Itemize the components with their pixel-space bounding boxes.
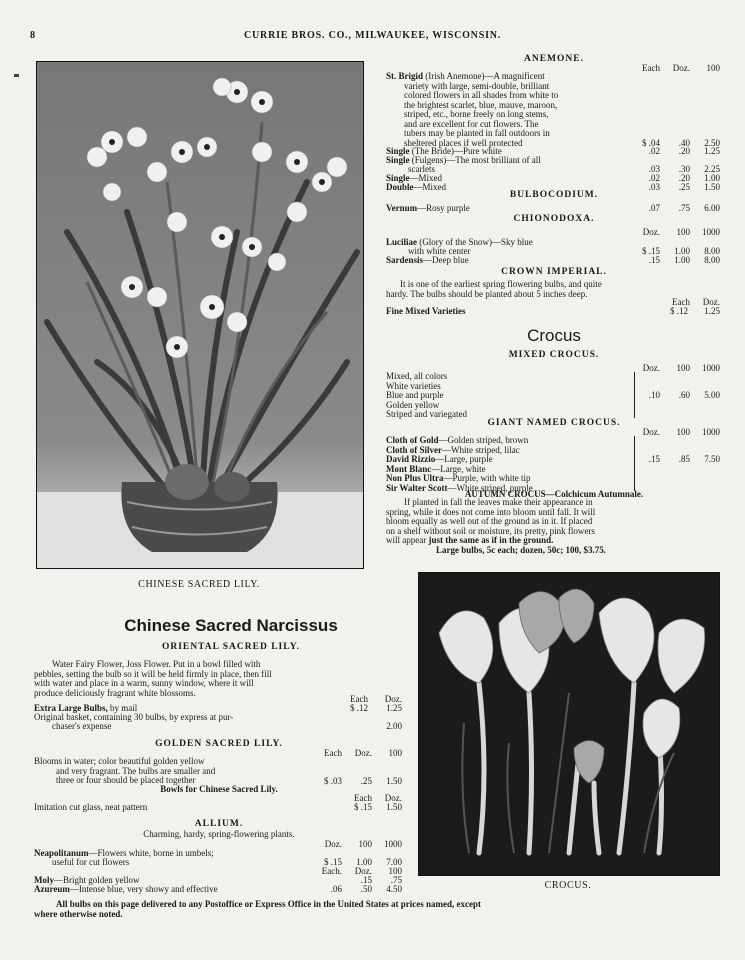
price-doz: 1.25 [386, 703, 402, 713]
item-desc: by mail [107, 703, 138, 713]
price-each: $ .12 [670, 306, 688, 316]
price-doz: .20 [678, 173, 690, 183]
price-doz: .25 [678, 182, 690, 192]
col-header: Each [350, 694, 368, 704]
price-each: .06 [330, 884, 342, 894]
item-desc: —Intense blue, very showy and effective [69, 884, 218, 894]
col-header: Doz. [672, 63, 690, 73]
item-name: Cloth of Silver [386, 444, 442, 455]
item-name: Sardensis [386, 255, 424, 265]
col-header: Doz. [642, 363, 660, 373]
giant-crocus-prices [386, 454, 722, 464]
col-header: 1000 [702, 427, 720, 437]
item-desc: Original basket, containing 30 bulbs, by express at pur- [34, 712, 234, 722]
narcissus-title: Chinese Sacred Narcissus [124, 616, 338, 635]
lily-caption: CHINESE SACRED LILY. [138, 579, 260, 590]
price-doz: .75 [678, 203, 690, 213]
item-desc: —Mixed [409, 173, 443, 183]
item-desc: chaser's expense [52, 721, 112, 731]
list-item: Mixed, all colors [386, 371, 448, 381]
desc-line: bloom equally as well out of the ground as in it. If placed [386, 516, 593, 526]
col-header: Doz. [324, 839, 342, 849]
price-doz: .40 [678, 138, 690, 148]
col-header: Each [642, 63, 660, 73]
desc-line: produce deliciously fragrant white blossoms. [34, 687, 196, 698]
desc-line: with water and place in a warm, sunny window, where it will [34, 678, 254, 688]
allium-description: Charming, hardy, spring-flowering plants. [143, 829, 295, 839]
golden-heading: GOLDEN SACRED LILY. [155, 739, 283, 749]
price-each: .03 [648, 182, 660, 192]
col-header: 100 [676, 427, 690, 437]
desc-line: spring, while it does not come into bloom until fall. It will [386, 506, 596, 517]
price-doz: .10 [648, 390, 660, 400]
price-each: $ .12 [350, 703, 368, 713]
price-doz: .20 [678, 146, 690, 156]
item-name: Luciliae [386, 237, 417, 247]
item-desc: —Deep blue [423, 255, 469, 265]
price-100: .75 [390, 875, 402, 885]
col-header: 1000 [384, 839, 402, 849]
col-header: 100 [676, 363, 690, 373]
header-title: CURRIE BROS. CO., MILWAUKEE, WISCONSIN. [244, 30, 502, 41]
item-desc: —Flowers white, borne in umbels; [88, 848, 214, 858]
item-name: Vernum [386, 203, 418, 213]
col-header: 100 [388, 866, 402, 876]
desc-line: the brightest scarlet, blue, mauve, maroon, [404, 99, 558, 110]
item-name: Single [386, 155, 410, 165]
brigid-name: St. Brigid [386, 71, 424, 81]
desc-line: and very fragrant. The bulbs are smaller and [56, 765, 216, 776]
desc-line: on a shelf without soil or moisture, its pretty, pink flowers [386, 525, 595, 536]
azureum-row [34, 884, 404, 894]
crocus-photo [418, 572, 720, 876]
brigid-description [386, 72, 638, 148]
narcissus-subheading: ORIENTAL SACRED LILY. [161, 642, 301, 652]
price-100: 1.00 [356, 857, 372, 867]
list-item: Golden yellow [386, 399, 440, 410]
price-1000: 5.00 [704, 390, 720, 400]
price-each: .03 [648, 164, 660, 174]
col-header: Doz. [354, 748, 372, 758]
col-header: Each. [321, 866, 342, 876]
narcissus-basket-row-2 [34, 721, 404, 731]
autumn-crocus-description [386, 498, 722, 546]
allium-heading: ALLIUM. [194, 819, 244, 829]
item-name: Single [386, 173, 410, 183]
autumn-crocus-price-line: Large bulbs, 5c each; dozen, 50c; 100, $3.75. [436, 545, 606, 555]
mixed-crocus-prices [386, 390, 722, 400]
price-100: .60 [678, 390, 690, 400]
item-desc: useful for cut flowers [52, 857, 130, 867]
desc-line: striped, etc., borne freely on long stems, [404, 109, 549, 119]
desc-line: tubers may be planted in fall outdoors in [404, 128, 550, 138]
col-header: Doz. [384, 694, 402, 704]
price-doz: 1.25 [704, 306, 720, 316]
chionodoxa-heading: CHIONODOXA. [513, 214, 595, 224]
price-100: 1.00 [704, 173, 720, 183]
price-doz: 1.50 [386, 802, 402, 812]
price-each: $ .15 [354, 802, 372, 812]
item-desc: —White striped, lilac [442, 444, 520, 455]
col-header: Each [324, 748, 342, 758]
price-each: .07 [648, 203, 660, 213]
desc-line: and are excellent for cut flowers. The [404, 118, 539, 129]
item-name: Sir Walter Scott [386, 482, 448, 493]
lily-illustration [37, 62, 363, 568]
item-name: Extra Large Bulbs, [34, 703, 108, 713]
desc-line: three or four should be placed together [56, 775, 196, 785]
item-name: Non Plus Ultra [386, 473, 444, 483]
col-header: Doz. [642, 427, 660, 437]
col-header: Each [354, 793, 372, 803]
item-desc: —Rosy purple [417, 203, 470, 213]
giant-crocus-heading: GIANT NAMED CROCUS. [487, 418, 621, 428]
item-name: Single [386, 146, 410, 156]
giant-crocus-list [386, 436, 636, 493]
price-doz: .15 [648, 255, 660, 265]
item-desc: —Bright golden yellow [54, 875, 140, 885]
narcissus-description [34, 660, 402, 698]
desc-line: sheltered places if well protected [404, 137, 523, 148]
crocus-title: Crocus [527, 326, 581, 345]
desc-line: If planted in fall the leaves make their appearance in [404, 497, 593, 507]
page-header [0, 30, 745, 44]
crown-imperial-row [386, 306, 722, 316]
price-1000: 7.50 [704, 454, 720, 464]
price-100: 4.50 [386, 884, 402, 894]
item-name: Double [386, 182, 414, 192]
crocus-illustration [419, 573, 719, 875]
crocus-caption: CROCUS. [544, 880, 592, 891]
price-each: $ .03 [324, 776, 342, 786]
bulbocodium-heading: BULBOCODIUM. [509, 190, 599, 200]
col-header: Doz. [354, 866, 372, 876]
col-header: 100 [388, 748, 402, 758]
price-doz: .50 [360, 884, 372, 894]
desc-line: colored flowers in all shades from white to [404, 90, 559, 100]
crown-imperial-heading: CROWN IMPERIAL. [501, 267, 607, 277]
item-desc: —Large, white [431, 463, 486, 474]
price-each: .02 [648, 173, 660, 183]
bowls-heading: Bowls for Chinese Sacred Lily. [160, 784, 278, 794]
desc-line: pebbles, setting the bulb so it will be held firmly in place, then fill [34, 668, 272, 679]
price-100: 6.00 [704, 203, 720, 213]
desc-line: variety with large, semi-double, brilliant [404, 80, 550, 91]
desc-line: (Irish Anemone)—A magnificent [425, 71, 545, 81]
item-desc: —Large, purple [435, 454, 493, 464]
item-desc: with white center [408, 246, 471, 256]
desc-text: will appear [386, 535, 427, 545]
price-doz: $ .15 [642, 246, 660, 256]
price-doz: 2.00 [386, 721, 402, 731]
sardensis-row [386, 255, 722, 265]
item-name: Fine Mixed Varieties [386, 306, 466, 316]
price-doz: .15 [648, 454, 660, 464]
lily-photo [36, 61, 364, 569]
list-item: Blue and purple [386, 390, 444, 400]
price-doz: .30 [678, 164, 690, 174]
price-each: .02 [648, 146, 660, 156]
price-doz: .25 [360, 776, 372, 786]
item-desc: —Mixed [413, 182, 447, 192]
item-desc: (The Bride)—Pure white [409, 146, 502, 156]
col-header: Doz. [702, 297, 720, 307]
price-1000: 8.00 [704, 246, 720, 256]
desc-bold: just the same as if in the ground. [428, 535, 554, 545]
anemone-heading: ANEMONE. [524, 54, 584, 64]
price-100: 1.50 [704, 182, 720, 192]
footer-note [34, 899, 724, 919]
item-desc: —Purple, with white tip [443, 473, 531, 483]
list-item: White varieties [386, 380, 441, 391]
footer-line: where otherwise noted. [34, 909, 123, 919]
item-name: Mont Blanc [386, 463, 432, 474]
chionodoxa-column-headers [386, 227, 722, 237]
price-doz: .15 [360, 875, 372, 885]
item-desc: (Glory of the Snow)—Sky blue [419, 237, 533, 247]
desc-line: hardy. The bulbs should be planted about 5 inches deep. [386, 288, 588, 299]
price-100: .85 [678, 454, 690, 464]
item-name: Cloth of Gold [386, 435, 439, 445]
desc-line: Water Fairy Flower, Joss Flower. Put in a bowl filled with [52, 659, 261, 669]
item-name: David Rizzio [386, 454, 436, 464]
col-header: 1000 [702, 363, 720, 373]
footer-line: All bulbs on this page delivered to any Postoffice or Express Office in the United States at prices named, except [56, 899, 481, 909]
col-header: Doz. [384, 793, 402, 803]
item-desc: —Golden striped, brown [438, 435, 529, 445]
item-name: Moly [34, 875, 54, 885]
page-number: 8 [30, 30, 36, 41]
autumn-crocus-heading: AUTUMN CROCUS—Colchicum Autumnale. [464, 489, 644, 499]
col-header: 100 [706, 63, 720, 73]
price-100: 1.00 [674, 246, 690, 256]
list-item: Striped and variegated [386, 409, 467, 419]
col-header: 100 [676, 227, 690, 237]
item-name: Neapolitanum [34, 848, 89, 858]
col-header: 100 [358, 839, 372, 849]
price-1000: 8.00 [704, 255, 720, 265]
item-desc: —White striped, purple [447, 482, 533, 493]
price-1000: 7.00 [386, 857, 402, 867]
price-doz: $ .15 [324, 857, 342, 867]
col-header: Doz. [642, 227, 660, 237]
mixed-crocus-heading: MIXED CROCUS. [508, 350, 600, 360]
desc-line: It is one of the earliest spring flowering bulbs, and quite [400, 279, 602, 289]
price-100: 1.50 [386, 776, 402, 786]
bowls-row [34, 802, 404, 812]
price-100: 2.25 [704, 164, 720, 174]
item-desc: Imitation cut glass, neat pattern [34, 802, 148, 812]
margin-mark [14, 74, 19, 77]
price-each: $ .04 [642, 138, 660, 148]
item-name: Azureum [34, 884, 70, 894]
price-100: 1.00 [674, 255, 690, 265]
desc-line: Blooms in water; color beautiful golden yellow [34, 756, 205, 766]
col-header: 1000 [702, 227, 720, 237]
price-100: 2.50 [704, 138, 720, 148]
col-header: Each [672, 297, 690, 307]
bulbocodium-row [386, 203, 722, 213]
price-100: 1.25 [704, 146, 720, 156]
item-desc: scarlets [408, 164, 435, 174]
item-desc: (Fulgens)—The most brilliant of all [409, 155, 541, 165]
